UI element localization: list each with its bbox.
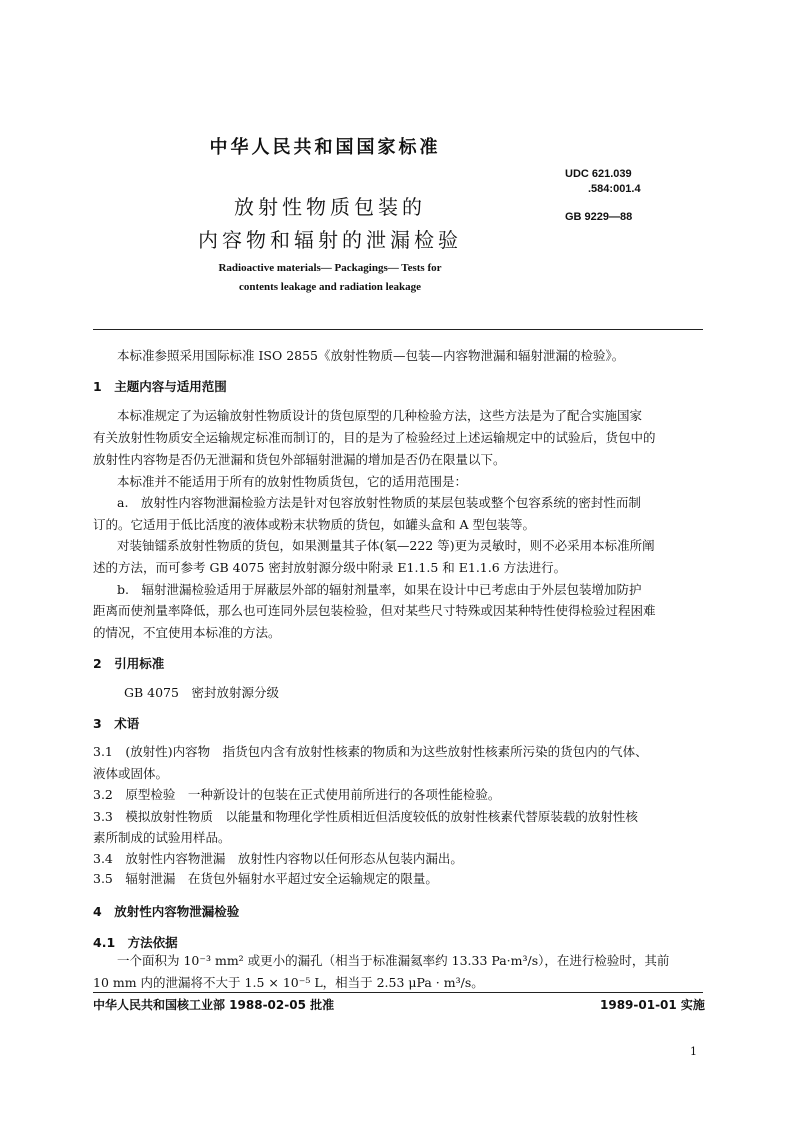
- s4-1-line1: 一个面积为 10⁻³ mm² 或更小的漏孔（相当于标准漏氦率约 13.33 Pa·m³/s），在进行检验时，其前: [117, 953, 670, 968]
- gb-number: GB 9229—88: [565, 211, 633, 223]
- term-3-4: 3.4 放射性内容物泄漏 放射性内容物以任何形态从包装内漏出。: [93, 851, 463, 866]
- s4-1-line2: 10 mm 内的泄漏将不大于 1.5 × 10⁻⁵ L，相当于 2.53 μPa · m³/s。: [93, 975, 484, 990]
- standard-org-title: 中华人民共和国国家标准: [209, 137, 441, 158]
- document-title-line2: 内容物和辐射的泄漏检验: [198, 228, 462, 252]
- implementation-date: 1989-01-01 实施: [600, 998, 705, 1012]
- term-3-1-line2: 液体或固体。: [93, 766, 169, 781]
- s1-item-b-line2: 距离而使剂量率降低，那么也可连同外层包装检验，但对某些尺寸特殊或因某种特性使得检验过程困难: [93, 603, 656, 618]
- s1-p1-line1: 本标准规定了为运输放射性物质设计的货包原型的几种检验方法，这些方法是为了配合实施国家: [117, 408, 643, 423]
- approval-info: 中华人民共和国核工业部 1988-02-05 批准: [93, 998, 335, 1012]
- s1-p1-line3: 放射性内容物是否仍无泄漏和货包外部辐射泄漏的增加是否仍在限量以下。: [93, 452, 506, 467]
- english-title-line2: contents leakage and radiation leakage: [238, 281, 422, 293]
- udc-code-line1: UDC 621.039: [565, 168, 632, 180]
- term-3-1-line1: 3.1 (放射性)内容物 指货包内含有放射性核素的物质和为这些放射性核素所污染的货包内的气体、: [93, 744, 648, 759]
- term-3-3-line2: 素所制成的试验用样品。: [93, 830, 231, 845]
- section-2-heading: 2 引用标准: [93, 656, 165, 671]
- header-divider: [93, 329, 703, 330]
- s2-reference-item: GB 4075 密封放射源分级: [124, 685, 279, 700]
- section-4-heading: 4 放射性内容物泄漏检验: [93, 904, 240, 919]
- intro-paragraph: 本标准参照采用国际标准 ISO 2855《放射性物质—包装—内容物泄漏和辐射泄漏的检验》。: [117, 348, 625, 363]
- footer-divider: [93, 992, 703, 993]
- s1-item-a-line1: a. 放射性内容物泄漏检验方法是针对包容放射性物质的某层包装或整个包容系统的密封性而制: [117, 495, 641, 510]
- section-4-1-heading: 4.1 方法依据: [93, 935, 178, 950]
- document-title-line1: 放射性物质包装的: [234, 195, 426, 219]
- s1-item-a2-line2: 述的方法，而可参考 GB 4075 密封放射源分级中附录 E1.1.5 和 E1.1.6 方法进行。: [93, 560, 567, 575]
- term-3-3-line1: 3.3 模拟放射性物质 以能量和物理化学性质相近但活度较低的放射性核素代替原装载的放射性核: [93, 809, 638, 824]
- s1-p2: 本标准并不能适用于所有的放射性物质货包，它的适用范围是：: [117, 474, 468, 489]
- udc-code-line2: .584:001.4: [588, 183, 641, 195]
- page-number: 1: [690, 1045, 697, 1058]
- section-1-heading: 1 主题内容与适用范围: [93, 379, 227, 394]
- english-title-line1: Radioactive materials— Packagings— Tests for: [218, 262, 442, 274]
- term-3-2: 3.2 原型检验 一种新设计的包装在正式使用前所进行的各项性能检验。: [93, 787, 501, 802]
- section-3-heading: 3 术语: [93, 716, 140, 731]
- term-3-5: 3.5 辐射泄漏 在货包外辐射水平超过安全运输规定的限量。: [93, 871, 438, 886]
- s1-p1-line2: 有关放射性物质安全运输规定标准而制订的，目的是为了检验经过上述运输规定中的试验后，货包中的: [93, 430, 656, 445]
- s1-item-b-line1: b. 辐射泄漏检验适用于屏蔽层外部的辐射剂量率，如果在设计中已考虑由于外层包装增加防护: [117, 582, 642, 597]
- s1-item-b-line3: 的情况，不宜使用本标准的方法。: [93, 625, 281, 640]
- s1-item-a-line2: 订的。它适用于低比活度的液体或粉末状物质的货包，如罐头盒和 A 型包装等。: [93, 517, 535, 532]
- s1-item-a2-line1: 对装铀镭系放射性物质的货包，如果测量其子体(氡—222 等)更为灵敏时，则不必采用本标准所阐: [117, 538, 655, 553]
